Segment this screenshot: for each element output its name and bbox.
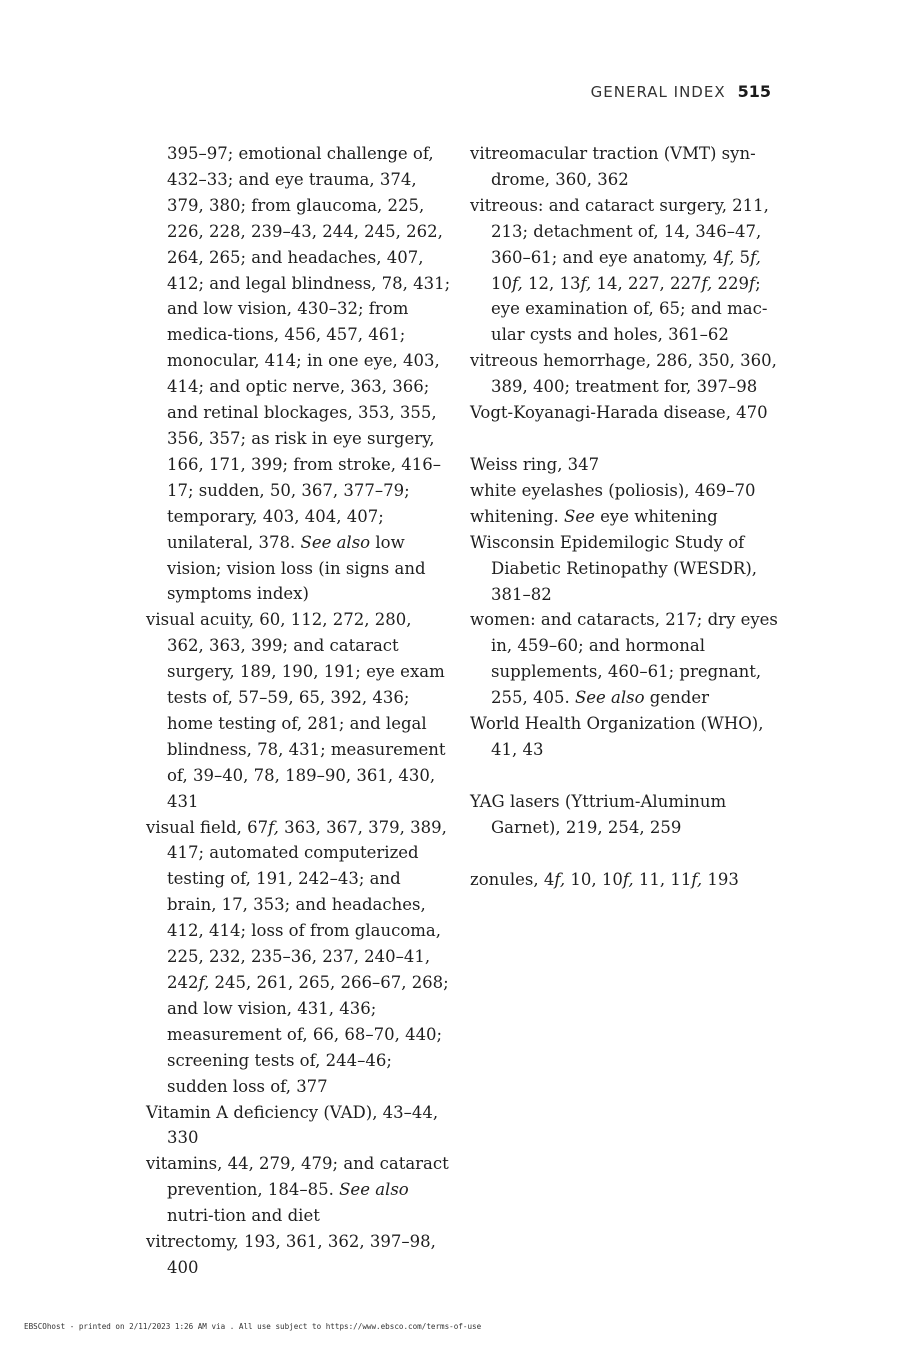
letter-group-gap xyxy=(470,763,780,789)
index-entry: zonules, 4f, 10, 10f, 11, 11f, 193 xyxy=(470,869,739,889)
index-entry: YAG lasers (Yttrium-Aluminum Garnet), 219, 254, 259 xyxy=(470,791,727,837)
index-entry: Wisconsin Epidemilogic Study of Diabetic Retinopathy (WESDR), 381–82 xyxy=(470,532,758,604)
index-entry: women: and cataracts, 217; dry eyes in, 459–60; and hormonal supplements, 460–61; pregnant, 255, 405. See also gender xyxy=(470,610,778,708)
index-entry: whitening. See eye whitening xyxy=(470,506,718,526)
index-entry: visual field, 67f, 363, 367, 379, 389, 417; automated computerized testing of, 191, 242–43; and brain, 17, 353; and headaches, 412, 414; loss of from glaucoma, 225, 232, 235–36, 237, 240–41, 242f, 245, 261, 265, 266–67, 268; and low vision, 431, 436; measurement of, 66, 68–70, 440; screening tests of, 244–46; sudden loss of, 377 xyxy=(146,817,449,1096)
letter-group-gap xyxy=(470,426,780,452)
index-entry: vitreomacular traction (VMT) syn-drome, 360, 362 xyxy=(470,144,756,189)
index-entry: vitreous: and cataract surgery, 211, 213; detachment of, 14, 346–47, 360–61; and eye anatomy, 4f, 5f, 10f, 12, 13f, 14, 227, 227f, 229f; eye examination of, 65; and mac-ular cysts and holes, 361–62 xyxy=(470,195,769,345)
running-head xyxy=(591,82,771,101)
index-column-right xyxy=(470,141,780,893)
index-entry: World Health Organization (WHO), 41, 43 xyxy=(470,714,764,759)
index-entry: vitamins, 44, 279, 479; and cataract prevention, 184–85. See also nutri-tion and diet xyxy=(146,1154,449,1226)
index-entry-continuation: 395–97; emotional challenge of, 432–33; and eye trauma, 374, 379, 380; from glaucoma, 225, 226, 228, 239–43, 244, 245, 262, 264, 265; and headaches, 407, 412; and legal blindness, 78, 431; and low vision, 430–32; from medica-tions, 456, 457, 461; monocular, 414; in one eye, 403, 414; and optic nerve, 363, 366; and retinal blockages, 353, 355, 356, 357; as risk in eye surgery, 166, 171, 399; from stroke, 416–17; sudden, 50, 367, 377–79; temporary, 403, 404, 407; unilateral, 378. See also low vision; vision loss (in signs and symptoms index) xyxy=(167,144,451,604)
page-number: 515 xyxy=(737,82,771,101)
index-entry: vitreous hemorrhage, 286, 350, 360, 389, 400; treatment for, 397–98 xyxy=(470,351,777,397)
index-entry: Vogt-Koyanagi-Harada disease, 470 xyxy=(470,403,768,423)
index-column-left xyxy=(146,141,451,1281)
index-entry: white eyelashes (poliosis), 469–70 xyxy=(470,480,756,500)
section-title: GENERAL INDEX xyxy=(590,83,726,101)
letter-group-gap xyxy=(470,841,780,867)
print-footer: EBSCOhost - printed on 2/11/2023 1:26 AM via . All use subject to https://www.ebsco.com/terms-of-use xyxy=(24,1322,482,1331)
index-entry: visual acuity, 60, 112, 272, 280, 362, 363, 399; and cataract surgery, 189, 190, 191; eye exam tests of, 57–59, 65, 392, 436; home testing of, 281; and legal blindness, 78, 431; measurement of, 39–40, 78, 189–90, 361, 430, 431 xyxy=(146,610,446,811)
index-entry: vitrectomy, 193, 361, 362, 397–98, 400 xyxy=(146,1232,436,1277)
index-entry: Weiss ring, 347 xyxy=(470,454,600,474)
index-entry: Vitamin A deficiency (VAD), 43–44, 330 xyxy=(146,1102,439,1148)
